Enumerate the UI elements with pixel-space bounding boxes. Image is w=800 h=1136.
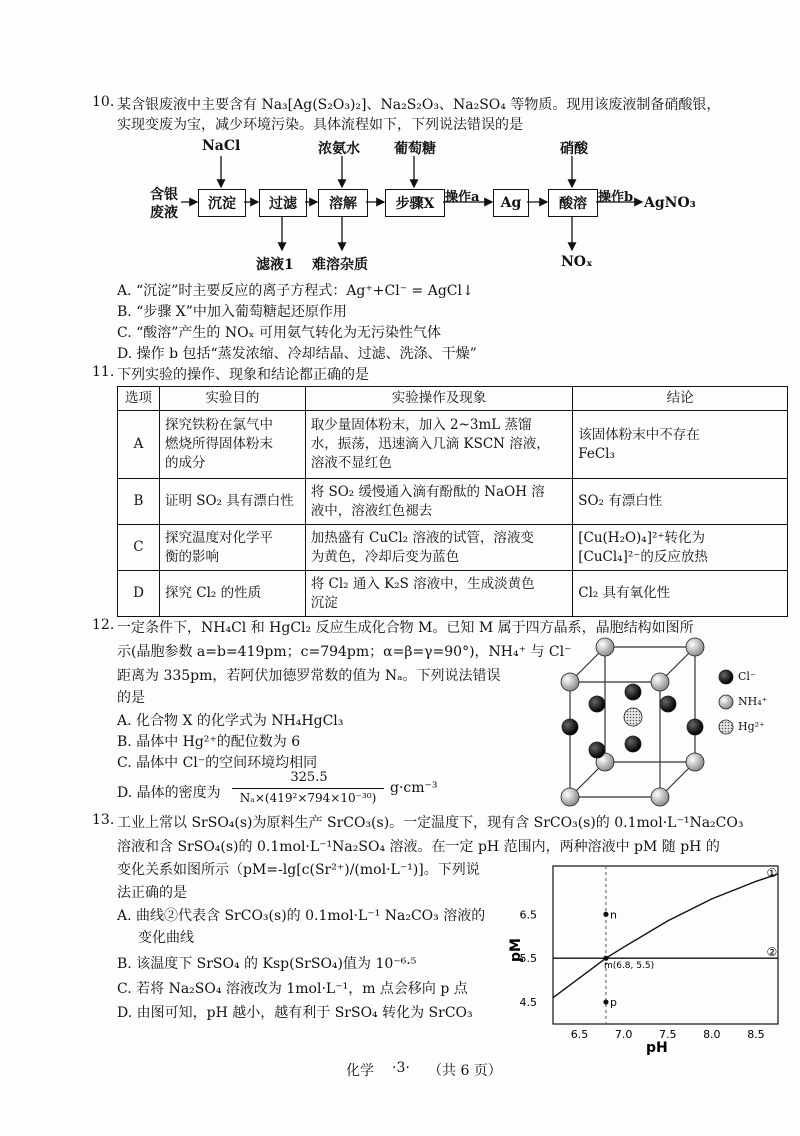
reagent-ammonia: 浓氨水: [318, 141, 360, 157]
row-option: A: [118, 411, 160, 479]
footer-subject: 化学: [346, 1063, 374, 1079]
op-a-label: 操作a: [445, 190, 480, 205]
fraction-bar: [232, 788, 384, 789]
product-agno3: AgNO₃: [644, 195, 696, 211]
q12-stem-line1: 一定条件下，NH₄Cl 和 HgCl₂ 反应生成化合物 M。已知 M 属于四方晶系，晶胞结构如图所: [117, 620, 694, 636]
density-denominator: Nₐ×(419²×794×10⁻³⁰): [239, 791, 377, 805]
start-label-1: 含银: [150, 187, 178, 203]
series-line-1: [553, 874, 778, 998]
plot-frame: [553, 866, 778, 1024]
row-purpose: [159, 571, 305, 617]
x-tick-label: 7.0: [614, 1028, 633, 1041]
q12-option-d-prefix: D. 晶体的密度为: [117, 785, 221, 801]
row-option: B: [118, 479, 160, 525]
q13-stem-line1: 工业上常以 SrSO₄(s)为原料生产 SrCO₃(s)。一定温度下，现有含 SrCO₃(s)的 0.1mol·L⁻¹Na₂CO₃: [117, 815, 744, 831]
point-label-n: n: [609, 908, 617, 922]
series-label-2: ②: [766, 944, 778, 959]
step-dissolve-box: 溶解: [318, 189, 368, 217]
header-operation: 实验操作及现象: [305, 387, 573, 411]
step-precipitate-box: 沉淀: [198, 189, 246, 217]
step-x-box: 步骤X: [385, 189, 445, 217]
out-filtrate: 滤液1: [256, 257, 294, 273]
row-operation: [305, 479, 573, 525]
q10-stem-line2: 实现变废为宝，减少环境污染。具体流程如下，下列说法错误的是: [117, 117, 523, 133]
product-ag-box: Ag: [493, 189, 529, 217]
header-option: 选项: [118, 387, 160, 411]
y-axis-label: pM: [508, 938, 524, 962]
purpose-line: 探究铁粉在氯气中: [164, 417, 273, 433]
operation-line: 溶液不显红色: [310, 455, 392, 471]
q11-stem: 下列实验的操作、现象和结论都正确的是: [117, 367, 369, 383]
purpose-line: 探究温度对化学平: [164, 529, 273, 546]
q12-stem-line2: 示(晶胞参数 a=b=419pm；c=794pm；α=β=γ=90°)，NH₄⁺ 与 Cl⁻: [117, 644, 572, 660]
table-row: [118, 571, 788, 617]
x-tick-label: 8.5: [747, 1028, 765, 1041]
density-numerator: 325.5: [290, 770, 328, 785]
q11-number: 11.: [92, 364, 115, 380]
q12-option-a: A. 化合物 X 的化学式为 NH₄HgCl₃: [117, 713, 344, 729]
row-conclusion: [573, 571, 788, 617]
row-conclusion: [573, 479, 788, 525]
out-insoluble: 难溶杂质: [312, 257, 368, 273]
purpose-line: 证明 SO₂ 具有漂白性: [164, 493, 294, 509]
row-option: C: [118, 525, 160, 571]
reagent-nacl: NaCl: [202, 138, 241, 154]
operation-line: 取少量固体粉末，加入 2~3mL 蒸馏: [310, 417, 532, 433]
legend-hg: Hg²⁺: [738, 720, 765, 733]
operation-line: 将 SO₂ 缓慢通入滴有酚酞的 NaOH 溶: [310, 483, 545, 500]
legend-cl: Cl⁻: [738, 670, 756, 683]
conclusion-line: 该固体粉末中不存在: [578, 426, 700, 443]
row-option: D: [118, 571, 160, 617]
reagent-nitric: 硝酸: [560, 141, 588, 157]
q13-option-a-cont: 变化曲线: [138, 930, 194, 946]
table-row: [118, 479, 788, 525]
table-row: [118, 525, 788, 571]
crystal-cell-diagram: [545, 632, 715, 812]
operation-line: 加热盛有 CuCl₂ 溶液的试管，溶液变: [310, 529, 534, 546]
table-row: [118, 411, 788, 479]
row-conclusion: [573, 411, 788, 479]
out-nox: NOₓ: [561, 254, 593, 270]
x-tick-label: 7.5: [658, 1028, 677, 1041]
x-tick-label: 6.5: [570, 1028, 589, 1041]
q13-stem-line2: 溶液和含 SrSO₄(s)的 0.1mol·L⁻¹Na₂SO₄ 溶液。在一定 pH 范围内，两种溶液中 pM 随 pH 的: [117, 839, 720, 855]
point-m: [603, 956, 608, 961]
conclusion-line: [Cu(H₂O)₄]²⁺转化为: [578, 529, 706, 546]
q13-option-d: D. 由图可知，pH 越小，越有利于 SrSO₄ 转化为 SrCO₃: [117, 1005, 473, 1021]
operation-line: 水，振荡，迅速滴入几滴 KSCN 溶液，: [310, 436, 550, 452]
q13-chart: [498, 858, 788, 1058]
q10-option-d: D. 操作 b 包括“蒸发浓缩、冷却结晶、过滤、洗涤、干燥”: [117, 346, 477, 362]
row-purpose: [159, 411, 305, 479]
q10-option-b: B. “步骤 X”中加入葡萄糖起还原作用: [117, 304, 347, 320]
q12-number: 12.: [92, 617, 115, 633]
op-b-label: 操作b: [598, 190, 634, 205]
footer-total: （共 6 页）: [428, 1063, 502, 1079]
y-tick-label: 6.5: [519, 908, 537, 922]
header-conclusion: 结论: [573, 387, 788, 411]
header-purpose: 实验目的: [159, 387, 305, 411]
conclusion-line: [CuCl₄]²⁻的反应放热: [578, 548, 708, 565]
q13-option-c: C. 若将 Na₂SO₄ 溶液改为 1mol·L⁻¹，m 点会移向 p 点: [117, 981, 468, 997]
series-label-1: ①: [766, 865, 778, 880]
q12-option-c: C. 晶体中 Cl⁻的空间环境均相同: [117, 755, 318, 771]
x-tick-label: 8.0: [703, 1028, 721, 1041]
q11-table: [117, 386, 788, 617]
start-label-2: 废液: [150, 205, 178, 221]
purpose-line: 燃烧所得固体粉末: [164, 436, 273, 452]
reagent-glucose: 葡萄糖: [394, 141, 436, 157]
q13-option-a: A. 曲线②代表含 SrCO₃(s)的 0.1mol·L⁻¹ Na₂CO₃ 溶液的: [117, 908, 486, 924]
row-operation: [305, 525, 573, 571]
table-header-row: [118, 387, 788, 411]
conclusion-line: SO₂ 有漂白性: [578, 493, 663, 509]
step-acid-box: 酸溶: [548, 189, 598, 217]
point-label-m: m(6.8, 5.5): [603, 961, 655, 972]
q10-number: 10.: [92, 94, 115, 110]
y-tick-label: 4.5: [519, 996, 537, 1010]
operation-line: 为黄色，冷却后变为蓝色: [310, 548, 460, 565]
q13-stem-line3: 变化关系如图所示（pM=-lg[c(Sr²⁺)/(mol·L⁻¹)]。下列说: [117, 862, 480, 878]
point-label-p: p: [609, 996, 617, 1010]
q12-option-b: B. 晶体中 Hg²⁺的配位数为 6: [117, 734, 301, 750]
operation-line: 沉淀: [310, 594, 338, 611]
q10-stem-line1: 某含银废液中主要含有 Na₃[Ag(S₂O₃)₂]、Na₂S₂O₃、Na₂SO₄ 等物质。现用该废液制备硝酸银，: [117, 97, 721, 113]
step-filter-box: 过滤: [259, 189, 307, 217]
q12-stem-line3: 距离为 335pm，若阿伏加德罗常数的值为 Nₐ。下列说法错误: [117, 668, 501, 684]
x-axis-label: pH: [646, 1040, 668, 1056]
q10-option-a: A. “沉淀”时主要反应的离子方程式：Ag⁺+Cl⁻ = AgCl↓: [117, 283, 474, 299]
row-conclusion: [573, 525, 788, 571]
operation-line: 液中，溶液红色褪去: [310, 502, 433, 519]
footer-page: ·3·: [392, 1060, 410, 1076]
point-n: [603, 912, 608, 917]
row-purpose: [159, 525, 305, 571]
density-unit: g·cm⁻³: [390, 780, 438, 796]
q12-stem-line4: 的是: [117, 690, 145, 706]
flow-arrows: [0, 0, 800, 300]
purpose-line: 衡的影响: [164, 548, 219, 565]
q10-option-c: C. “酸溶”产生的 NOₓ 可用氨气转化为无污染性气体: [117, 325, 441, 341]
conclusion-line: Cl₂ 具有氧化性: [578, 585, 671, 601]
legend-nh4: NH₄⁺: [738, 695, 768, 708]
q13-option-b: B. 该温度下 SrSO₄ 的 Ksp(SrSO₄)值为 10⁻⁶·⁵: [117, 956, 417, 972]
q13-number: 13.: [92, 812, 115, 828]
purpose-line: 的成分: [164, 455, 206, 471]
row-operation: [305, 411, 573, 479]
crystal-legend-icons: [718, 667, 736, 747]
row-operation: [305, 571, 573, 617]
conclusion-line: FeCl₃: [578, 445, 615, 462]
operation-line: 将 Cl₂ 通入 K₂S 溶液中，生成淡黄色: [310, 575, 535, 592]
y-tick-label: 5.5: [519, 952, 537, 966]
point-p: [603, 999, 608, 1004]
row-purpose: [159, 479, 305, 525]
q13-stem-line4: 法正确的是: [117, 885, 187, 901]
purpose-line: 探究 Cl₂ 的性质: [164, 585, 262, 601]
